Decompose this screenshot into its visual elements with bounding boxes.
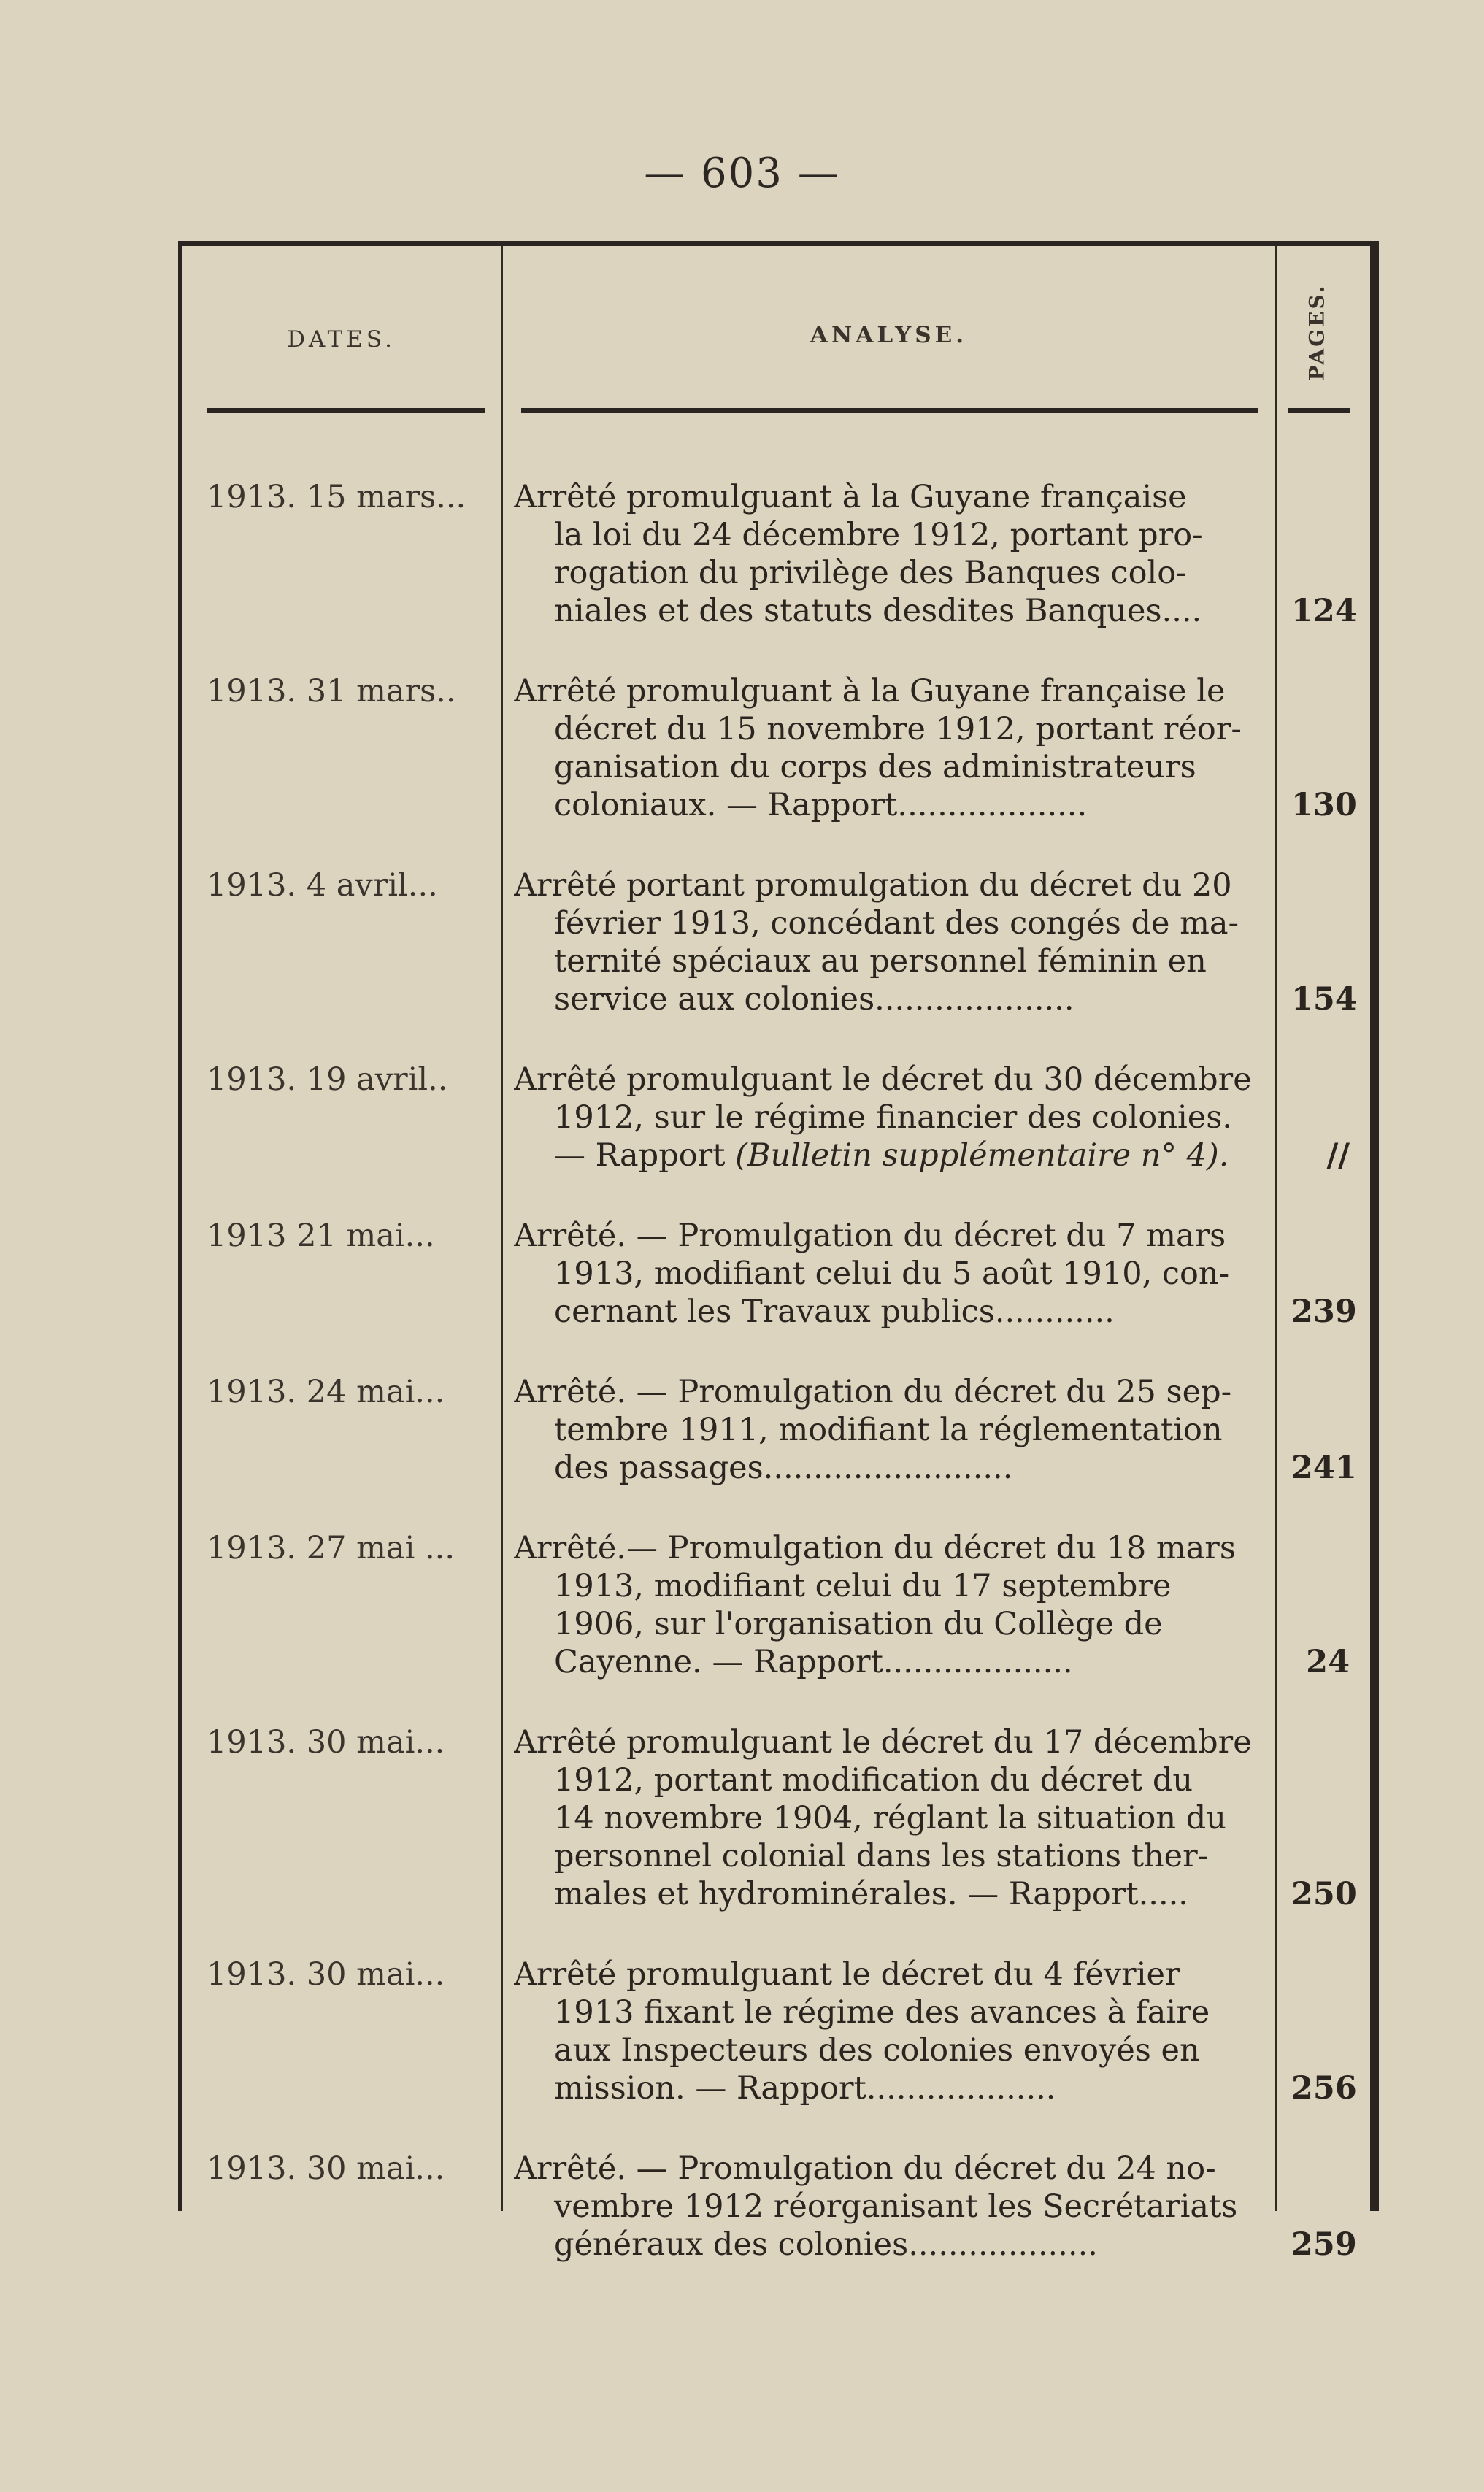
header-rule-dates	[207, 408, 485, 413]
entry-page: 239	[1291, 1293, 1357, 1330]
entry-analyse-line: 1913, modifiant celui du 5 août 1910, con-	[554, 1255, 1230, 1292]
entry-analyse-line: Arrêté promulguant le décret du 30 décembre	[514, 1061, 1252, 1098]
entries-list	[182, 478, 1370, 2306]
entry-analyse-line: vembre 1912 réorganisant les Secrétariats	[554, 2188, 1238, 2225]
entry-analyse-line: Arrêté.— Promulgation du décret du 18 mars	[514, 1530, 1236, 1566]
entry-analyse-line: des passages.........................	[554, 1450, 1013, 1486]
entry-page: 241	[1291, 1450, 1357, 1486]
bulletin-reference: (Bulletin supplémentaire n° 4).	[735, 1137, 1229, 1174]
table-row	[182, 1955, 1370, 2107]
entry-date: 1913. 30 mai...	[207, 1956, 445, 1993]
entry-analyse-line: généraux des colonies...................	[554, 2226, 1098, 2263]
header-rule-pages	[1288, 408, 1350, 413]
entry-analyse-line: 14 novembre 1904, réglant la situation du	[554, 1800, 1226, 1837]
table-row	[182, 1529, 1370, 1681]
entry-date: 1913 21 mai...	[207, 1218, 435, 1254]
entry-date: 1913. 30 mai...	[207, 1724, 445, 1761]
entry-analyse-line: rogation du privilège des Banques colo-	[554, 555, 1187, 591]
entry-date: 1913. 24 mai...	[207, 1374, 445, 1410]
table-row	[182, 2150, 1370, 2264]
header-dates: DATES.	[287, 326, 396, 353]
entry-analyse-line: aux Inspecteurs des colonies envoyés en	[554, 2032, 1200, 2069]
entry-analyse-line: 1912, portant modification du décret du	[554, 1762, 1193, 1799]
entry-analyse-line: la loi du 24 décembre 1912, portant pro-	[554, 517, 1203, 553]
entry-analyse-line: niales et des statuts desdites Banques....	[554, 593, 1202, 629]
entry-analyse	[514, 1529, 1272, 1681]
entry-page: 154	[1291, 981, 1357, 1018]
entry-analyse	[514, 1217, 1272, 1331]
page-number: — 603 —	[644, 150, 840, 197]
entry-analyse-line: Arrêté. — Promulgation du décret du 25 sep-	[514, 1374, 1232, 1410]
entry-analyse-line: ternité spéciaux au personnel féminin en	[554, 943, 1207, 980]
entry-analyse-line: Arrêté. — Promulgation du décret du 24 no-	[514, 2150, 1216, 2187]
index-table	[178, 241, 1379, 2263]
entry-date: 1913. 4 avril...	[207, 867, 438, 904]
entry-analyse-line: service aux colonies....................	[554, 981, 1074, 1018]
entry-analyse-line: Cayenne. — Rapport...................	[554, 1644, 1073, 1680]
entry-analyse-line: 1913 fixant le régime des avances à faire	[554, 1994, 1210, 2031]
entry-page: 250	[1291, 1876, 1357, 1912]
entry-analyse	[514, 478, 1272, 630]
entry-analyse-line: décret du 15 novembre 1912, portant réor-	[554, 711, 1242, 747]
entry-analyse	[514, 1723, 1272, 1913]
entry-analyse-line: personnel colonial dans les stations ther-	[554, 1838, 1209, 1874]
entry-analyse	[514, 1373, 1272, 1487]
table-row	[182, 1723, 1370, 1913]
entry-analyse-line: Arrêté. — Promulgation du décret du 7 mars	[514, 1218, 1226, 1254]
entry-page: 256	[1291, 2070, 1357, 2107]
entry-analyse-line: ganisation du corps des administrateurs	[554, 749, 1196, 785]
entry-page: 130	[1291, 787, 1357, 823]
entry-analyse-line: Arrêté portant promulgation du décret du 20	[514, 867, 1232, 904]
entry-page: 24	[1306, 1644, 1350, 1680]
entry-date: 1913. 31 mars..	[207, 673, 456, 709]
entry-date: 1913. 27 mai ...	[207, 1530, 455, 1566]
entry-analyse-line: Arrêté promulguant à la Guyane française	[514, 479, 1187, 515]
table-row	[182, 1217, 1370, 1331]
entry-analyse	[514, 1061, 1272, 1174]
entry-analyse-line: — Rapport (Bulletin supplémentaire n° 4).	[554, 1137, 1229, 1174]
entry-analyse-line: mission. — Rapport...................	[554, 2070, 1056, 2107]
table-row	[182, 1373, 1370, 1487]
entry-analyse-line: Arrêté promulguant le décret du 17 décembre	[514, 1724, 1252, 1761]
entry-analyse-line: cernant les Travaux publics............	[554, 1293, 1115, 1330]
table-row	[182, 672, 1370, 824]
entry-analyse-line: Arrêté promulguant le décret du 4 février	[514, 1956, 1180, 1993]
entry-date: 1913. 30 mai...	[207, 2150, 445, 2187]
table-header	[182, 246, 1370, 418]
entry-analyse	[514, 1955, 1272, 2107]
entry-analyse	[514, 2150, 1272, 2264]
entry-date: 1913. 19 avril..	[207, 1061, 448, 1098]
entry-analyse	[514, 672, 1272, 824]
entry-analyse-line: males et hydrominérales. — Rapport.....	[554, 1876, 1188, 1912]
entry-date: 1913. 15 mars...	[207, 479, 466, 515]
entry-analyse-line: 1913, modifiant celui du 17 septembre	[554, 1568, 1172, 1604]
header-analyse: ANALYSE.	[810, 322, 968, 348]
table-row	[182, 478, 1370, 630]
entry-analyse-line: coloniaux. — Rapport...................	[554, 787, 1088, 823]
entry-analyse-line: 1906, sur l'organisation du Collège de	[554, 1606, 1163, 1642]
entry-analyse	[514, 866, 1272, 1018]
header-pages: PAGES.	[1304, 283, 1329, 381]
entry-page: 259	[1291, 2226, 1357, 2263]
entry-analyse-line: 1912, sur le régime financier des colonies.	[554, 1099, 1232, 1136]
entry-page: 124	[1291, 593, 1357, 629]
table-row	[182, 866, 1370, 1018]
header-rule-analyse	[521, 408, 1258, 413]
entry-analyse-line: tembre 1911, modifiant la réglementation	[554, 1412, 1223, 1448]
entry-page: //	[1326, 1137, 1350, 1174]
header-pages-cell	[1277, 246, 1357, 418]
entry-analyse-line: février 1913, concédant des congés de ma-	[554, 905, 1239, 942]
entry-analyse-line: Arrêté promulguant à la Guyane française le	[514, 673, 1226, 709]
table-row	[182, 1061, 1370, 1174]
